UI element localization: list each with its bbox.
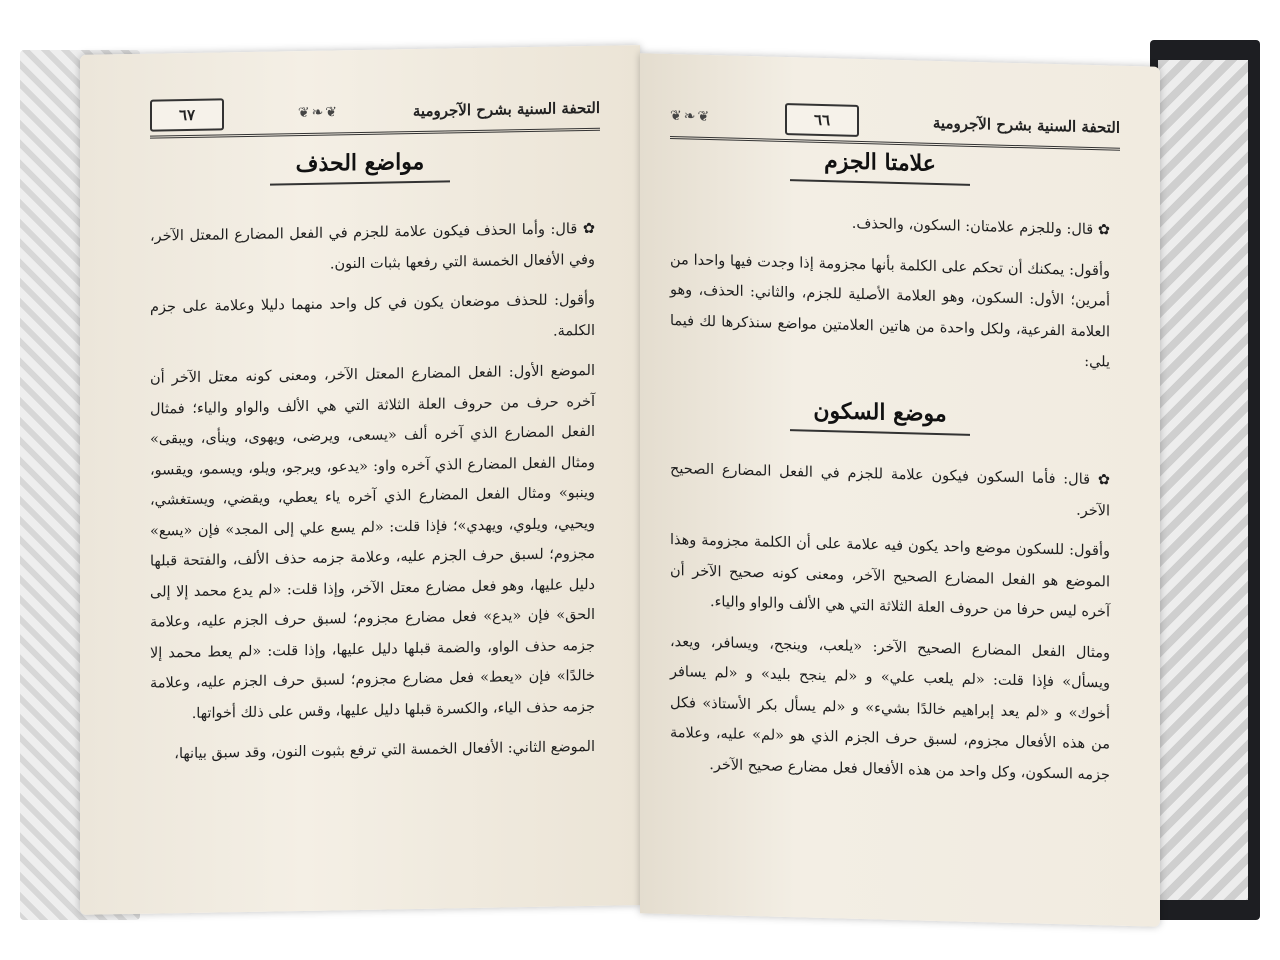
paragraph: ✿ قال: وللجزم علامتان: السكون، والحذف. <box>851 215 1110 239</box>
right-page <box>640 53 1160 927</box>
title-divider <box>790 179 970 186</box>
left-page-number-text: ٦٧ <box>178 105 196 125</box>
paragraph: ✿ قال: فأما السكون فيكون علامة للجزم في الفعل المضارع الصحيح الآخر. <box>670 460 1110 519</box>
paragraph: وأقول: للسكون موضع واحد يكون فيه علامة على أن الكلمة مجزومة وهذا الموضع هو الفعل المضارع الصحيح الآخر، ومعنى كونه صحيح الآخر أن آخره ليس حرفا من حروف العلة الثلاثة التي هي الألف والواو والياء. <box>670 531 1110 621</box>
right-header-title: التحفة السنية بشرح الآجرومية <box>932 113 1120 137</box>
right-body-text-1 <box>670 204 1110 388</box>
paragraph: الموضع الأول: الفعل المضارع المعتل الآخر، ومعنى كونه معتل الآخر أن آخره حرف من حروف العلة الثلاثة التي هي الألف والواو والياء؛ فمثال الفعل المضارع الذي آخره ألف «يسعى، ويرضى، ويهوى، وينأى، ويبقى» ومثال الفعل المضارع الذي آخره واو: «يدعو، ويرجو، ويلو، ويسمو، ويقسو، وينبو» ومثال الفعل المضارع الذي آخره ياء يعطي، ويقضي، ويستغشي، ويحيي، ويلوي، ويهدي»؛ فإذا قلت: «لم يسع علي إلى المجد» فإن «يسع» مجزوم؛ لسبق حرف الجزم عليه، وعلامة جزمه حذف الألف، والفتحة قبلها دليل عليها، وهو فعل مضارع معتل الآخر، وإذا قلت: «لم يدع محمد إلا إلى الحق» فإن «يدع» فعل مضارع مجزوم؛ لسبق حرف الجزم عليه، وعلامة جزمه حذف الواو، والضمة قبلها دليل عليها، وإذا قلت: «لم يعط محمد إلا خالدًا» فإن «يعط» فعل مضارع مجزوم؛ لسبق حرف الجزم عليه، وعلامة جزمه حذف الياء، والكسرة قبلها دليل عليها، وقس على ذلك أخواتها. <box>150 362 595 722</box>
right-body-text-2 <box>670 454 1110 801</box>
title-divider <box>790 429 970 436</box>
left-header-title: التحفة السنية بشرح الآجرومية <box>412 98 600 121</box>
title-divider <box>270 180 450 185</box>
right-section-head-2 <box>640 393 1120 440</box>
right-page-header <box>670 96 1120 151</box>
left-section-title: مواضع الحذف <box>295 148 425 178</box>
paragraph: ومثال الفعل المضارع الصحيح الآخر: «يلعب، وينجح، ويسافر، ويعد، ويسأل» فإذا قلت: «لم يلعب علي» و «لم ينجح بليد» و «لم يسافر أخوك» و «لم يعد إبراهيم خالدًا بشيء» و «لم يسأل بكر الأستاذ» فكل من هذه الأفعال مجزوم، لسبق حرف الجزم الذي هو «لم» عليه، وعلامة جزمه السكون، وكل واحد من هذه الأفعال فعل مضارع صحيح الآخر. <box>670 633 1110 783</box>
right-section-title-2: موضع السكون <box>813 397 947 428</box>
left-page-number <box>150 98 224 131</box>
paragraph: الموضع الثاني: الأفعال الخمسة التي ترفع بثبوت النون، وقد سبق بيانها، <box>174 738 595 763</box>
paragraph: ✿ قال: وأما الحذف فيكون علامة للجزم في الفعل المضارع المعتل الآخر، وفي الأفعال الخمسة التي رفعها بثبات النون. <box>150 220 595 273</box>
paragraph: وأقول: يمكنك أن تحكم على الكلمة بأنها مجزومة إذا وجدت فيها واحدا من أمرين؛ الأول: السكون، وهو العلامة الأصلية للجزم، والثاني: الحذف، وهو العلامة الفرعية، ولكل واحدة من هاتين العلامتين مواضع سنذكرها لك فيما يلي: <box>670 251 1110 371</box>
left-section-head <box>80 145 640 189</box>
right-page-number <box>785 103 859 137</box>
left-page <box>80 45 640 915</box>
right-page-number-text: ٦٦ <box>813 110 831 130</box>
cover-pattern <box>1158 60 1248 900</box>
open-book <box>20 40 1260 940</box>
right-section-head-1 <box>640 143 1120 190</box>
left-page-header <box>150 88 600 139</box>
header-ornament-icon: ❦❧❦ <box>297 104 340 122</box>
left-body-text <box>150 214 595 780</box>
paragraph: وأقول: للحذف موضعان يكون في كل واحد منهما دليلا وعلامة على جزم الكلمة. <box>150 291 595 340</box>
cover-right-edge <box>1150 40 1260 920</box>
header-ornament-icon: ❦❧❦ <box>670 107 712 126</box>
right-section-title-1: علامتا الجزم <box>824 148 936 177</box>
